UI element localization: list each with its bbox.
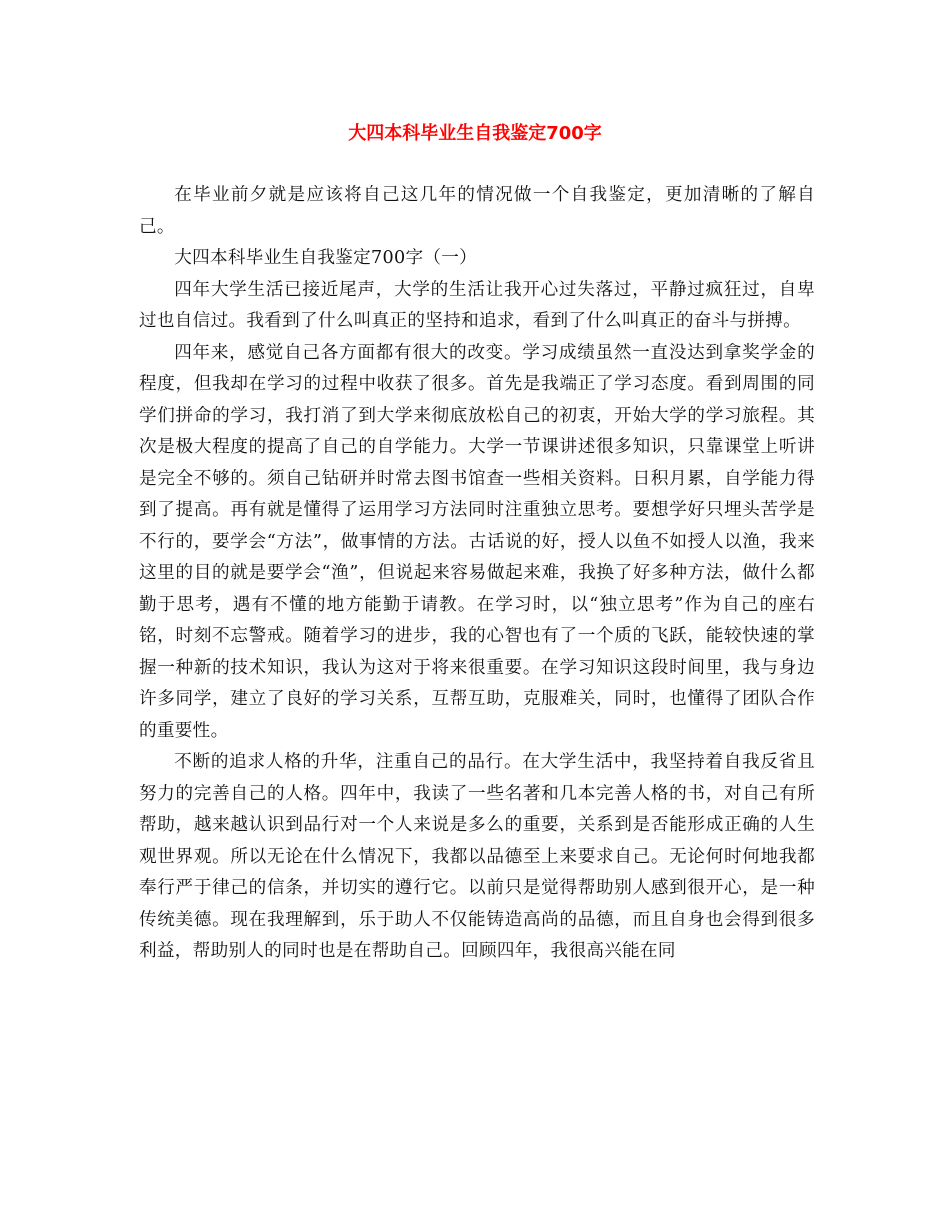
section-heading: 大四本科毕业生自我鉴定700字（一） — [174, 248, 478, 268]
paragraph-intro: 在毕业前夕就是应该将自己这几年的情况做一个自我鉴定，更加清晰的了解自己。 — [139, 185, 815, 237]
paragraph: 不断的追求人格的升华，注重自己的品行。在大学生活中，我坚持着自我反省且努力的完善自己的人格。四年中，我读了一些名著和几本完善人格的书，对自己有所帮助，越来越认识到品行对一个人来说是多么的重要，关系到是否能形成正确的人生观世界观。所以无论在什么情况下，我都以品德至上来要求自己。无论何时何地我都奉行严于律己的信条，并切实的遵行它。以前只是觉得帮助别人感到很开心，是一种传统美德。现在我理解到，乐于助人不仅能铸造高尚的品德，而且自身也会得到很多利益，帮助别人的同时也是在帮助自己。回顾四年，我很高兴能在同 — [139, 752, 815, 961]
paragraph: 四年来，感觉自己各方面都有很大的改变。学习成绩虽然一直没达到拿奖学金的程度，但我却在学习的过程中收获了很多。首先是我端正了学习态度。看到周围的同学们拼命的学习，我打消了到大学来彻底放松自己的初衷，开始大学的学习旅程。其次是极大程度的提高了自己的自学能力。大学一节课讲述很多知识，只靠课堂上听讲是完全不够的。须自己钻研并时常去图书馆查一些相关资料。日积月累，自学能力得到了提高。再有就是懂得了运用学习方法同时注重独立思考。要想学好只埋头苦学是不行的，要学会“方法”，做事情的方法。古话说的好，授人以鱼不如授人以渔，我来这里的目的就是要学会“渔”，但说起来容易做起来难，我换了好多种方法，做什么都勤于思考，遇有不懂的地方能勤于请教。在学习时，以“独立思考”作为自己的座右铭，时刻不忘警戒。随着学习的进步，我的心智也有了一个质的飞跃，能较快速的掌握一种新的技术知识，我认为这对于将来很重要。在学习知识这段时间里，我与身边许多同学，建立了良好的学习关系，互帮互助，克服难关，同时，也懂得了团队合作的重要性。 — [139, 342, 815, 741]
document-title: 大四本科毕业生自我鉴定700字 — [348, 123, 602, 144]
paragraph: 四年大学生活已接近尾声，大学的生活让我开心过失落过，平静过疯狂过，自卑过也自信过。我看到了什么叫真正的坚持和追求，看到了什么叫真正的奋斗与拼搏。 — [139, 279, 815, 331]
document-body — [139, 180, 815, 968]
